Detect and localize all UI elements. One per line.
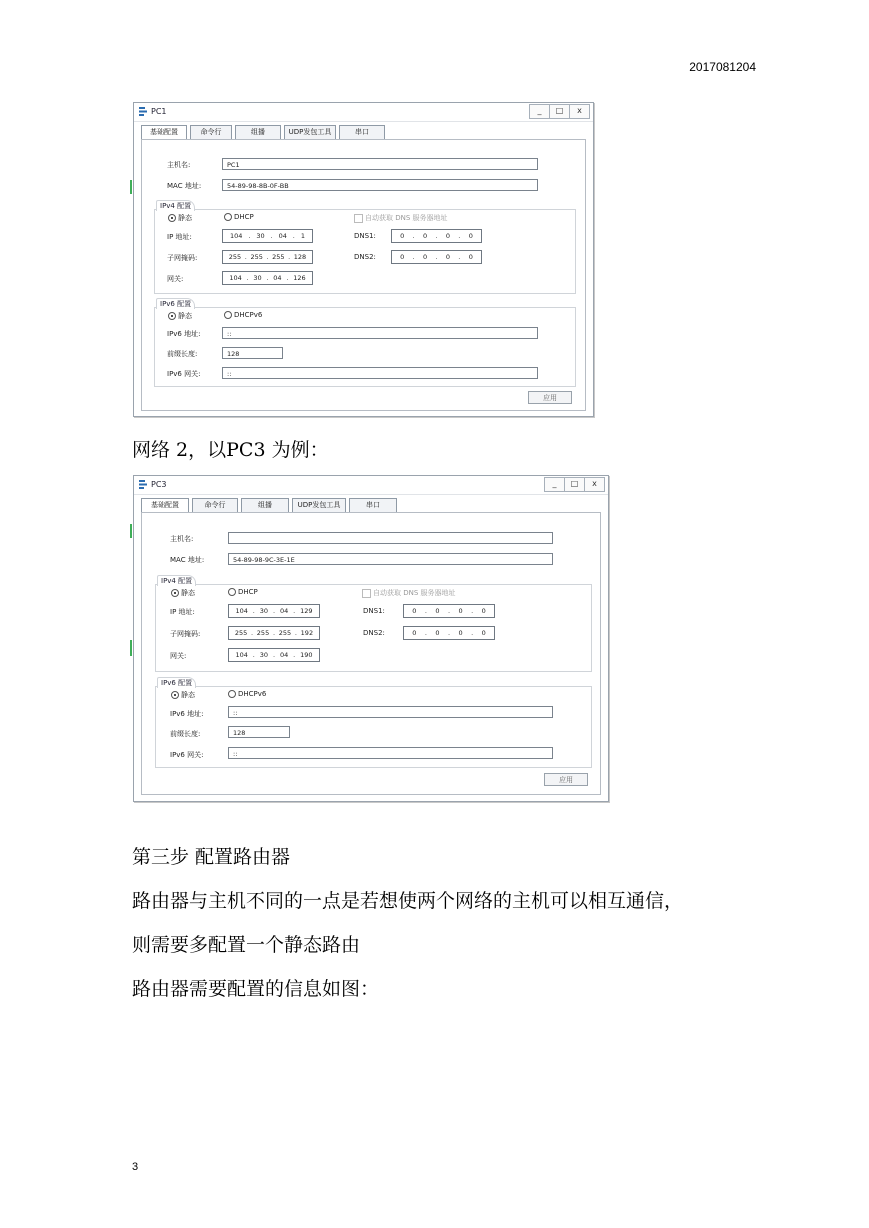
mask-input[interactable]: 255 . 255 . 255 . 192 bbox=[228, 626, 320, 640]
radio-checked-icon bbox=[171, 691, 179, 699]
green-edge-mark bbox=[130, 640, 132, 656]
ip-input[interactable]: 104 . 30 . 04 . 129 bbox=[228, 604, 320, 618]
dns2-label: DNS2: bbox=[363, 629, 385, 637]
window-title: PC1 bbox=[151, 107, 167, 116]
host-label: 主机名: bbox=[170, 535, 194, 543]
green-edge-mark bbox=[130, 180, 132, 194]
ip-label: IP 地址: bbox=[167, 233, 192, 241]
ip-input[interactable]: 104 . 30 . 04 . 1 bbox=[222, 229, 313, 243]
ipv6-gateway-input[interactable]: :: bbox=[228, 747, 553, 759]
minimize-button[interactable]: _ bbox=[544, 477, 565, 492]
tab-basic-config[interactable]: 基础配置 bbox=[141, 498, 189, 513]
ipv6-input[interactable]: :: bbox=[222, 327, 538, 339]
auto-dns-checkbox[interactable]: 自动获取 DNS 服务器地址 bbox=[362, 588, 456, 598]
gateway-input[interactable]: 104 . 30 . 04 . 190 bbox=[228, 648, 320, 662]
tab-bar bbox=[141, 498, 400, 512]
green-edge-mark bbox=[130, 524, 132, 538]
apply-button[interactable]: 应用 bbox=[528, 391, 572, 404]
radio-checked-icon bbox=[168, 214, 176, 222]
apply-button[interactable]: 应用 bbox=[544, 773, 588, 786]
gateway-input[interactable]: 104 . 30 . 04 . 126 bbox=[222, 271, 313, 285]
pc-icon bbox=[138, 106, 148, 117]
dns1-label: DNS1: bbox=[363, 607, 385, 615]
minimize-button[interactable]: _ bbox=[529, 104, 550, 119]
ipv6-gateway-label: IPv6 网关: bbox=[170, 751, 204, 759]
host-input[interactable] bbox=[228, 532, 553, 544]
body-paragraph-2: 则需要多配置一个静态路由 bbox=[132, 934, 361, 956]
ipv6-label: IPv6 地址: bbox=[170, 710, 204, 718]
document-id: 2017081204 bbox=[689, 60, 756, 74]
dhcp-radio[interactable]: DHCP bbox=[228, 588, 258, 596]
mac-label: MAC 地址: bbox=[170, 556, 205, 564]
ipv6-label: IPv6 地址: bbox=[167, 330, 201, 338]
tab-command-line[interactable]: 命令行 bbox=[192, 498, 238, 512]
mac-input[interactable]: 54-89-98-8B-0F-BB bbox=[222, 179, 538, 191]
close-button[interactable]: x bbox=[570, 104, 590, 119]
checkbox-icon bbox=[362, 589, 371, 598]
mask-label: 子网掩码: bbox=[167, 254, 198, 262]
body-paragraph-1: 路由器与主机不同的一点是若想使两个网络的主机可以相互通信， bbox=[132, 890, 684, 912]
pc3-window bbox=[133, 475, 609, 802]
window-title: PC3 bbox=[151, 480, 167, 489]
body-paragraph-3: 路由器需要配置的信息如图： bbox=[132, 978, 380, 1000]
pc3-titlebar bbox=[134, 476, 608, 495]
dns1-input[interactable]: 0 . 0 . 0 . 0 bbox=[391, 229, 482, 243]
dhcp-radio[interactable]: DHCP bbox=[224, 213, 254, 221]
prefix-label: 前缀长度: bbox=[170, 730, 201, 738]
tab-udp-tool[interactable]: UDP发包工具 bbox=[292, 498, 346, 512]
maximize-button[interactable]: □ bbox=[550, 104, 570, 119]
tab-bar bbox=[141, 125, 388, 139]
ipv4-title: IPv4 配置 bbox=[157, 575, 196, 586]
auto-dns-checkbox[interactable]: 自动获取 DNS 服务器地址 bbox=[354, 213, 448, 223]
host-input[interactable]: PC1 bbox=[222, 158, 538, 170]
tab-basic-config[interactable]: 基础配置 bbox=[141, 125, 187, 140]
close-button[interactable]: x bbox=[585, 477, 605, 492]
mask-input[interactable]: 255 . 255 . 255 . 128 bbox=[222, 250, 313, 264]
dns2-input[interactable]: 0 . 0 . 0 . 0 bbox=[391, 250, 482, 264]
ipv6-title: IPv6 配置 bbox=[157, 677, 196, 688]
dns2-label: DNS2: bbox=[354, 253, 376, 261]
tab-multicast[interactable]: 组播 bbox=[241, 498, 289, 512]
pc1-window bbox=[133, 102, 594, 417]
prefix-input[interactable]: 128 bbox=[228, 726, 290, 738]
page-number: 3 bbox=[132, 1161, 139, 1173]
gateway-label: 网关: bbox=[167, 275, 184, 283]
mac-label: MAC 地址: bbox=[167, 182, 202, 190]
radio-unchecked-icon bbox=[228, 588, 236, 596]
host-label: 主机名: bbox=[167, 161, 191, 169]
static6-radio[interactable]: 静态 bbox=[168, 311, 192, 321]
pc1-config-panel bbox=[141, 139, 586, 411]
radio-unchecked-icon bbox=[224, 311, 232, 319]
dns1-input[interactable]: 0 . 0 . 0 . 0 bbox=[403, 604, 495, 618]
radio-unchecked-icon bbox=[228, 690, 236, 698]
tab-udp-tool[interactable]: UDP发包工具 bbox=[284, 125, 336, 139]
dhcpv6-radio[interactable]: DHCPv6 bbox=[228, 690, 266, 698]
ipv6-gateway-input[interactable]: :: bbox=[222, 367, 538, 379]
pc3-config-panel bbox=[141, 512, 601, 795]
dhcpv6-radio[interactable]: DHCPv6 bbox=[224, 311, 262, 319]
step3-heading: 第三步 配置路由器 bbox=[132, 846, 291, 868]
radio-checked-icon bbox=[168, 312, 176, 320]
tab-serial[interactable]: 串口 bbox=[349, 498, 397, 512]
ipv6-title: IPv6 配置 bbox=[156, 298, 195, 309]
tab-multicast[interactable]: 组播 bbox=[235, 125, 281, 139]
radio-checked-icon bbox=[171, 589, 179, 597]
dns2-input[interactable]: 0 . 0 . 0 . 0 bbox=[403, 626, 495, 640]
ipv4-title: IPv4 配置 bbox=[156, 200, 195, 211]
prefix-label: 前缀长度: bbox=[167, 350, 198, 358]
dns1-label: DNS1: bbox=[354, 232, 376, 240]
prefix-input[interactable]: 128 bbox=[222, 347, 283, 359]
gateway-label: 网关: bbox=[170, 652, 187, 660]
static-radio[interactable]: 静态 bbox=[171, 588, 195, 598]
mask-label: 子网掩码: bbox=[170, 630, 201, 638]
radio-unchecked-icon bbox=[224, 213, 232, 221]
pc-icon bbox=[138, 479, 148, 490]
tab-command-line[interactable]: 命令行 bbox=[190, 125, 232, 139]
static6-radio[interactable]: 静态 bbox=[171, 690, 195, 700]
maximize-button[interactable]: □ bbox=[565, 477, 585, 492]
static-radio[interactable]: 静态 bbox=[168, 213, 192, 223]
checkbox-icon bbox=[354, 214, 363, 223]
ipv6-input[interactable]: :: bbox=[228, 706, 553, 718]
tab-serial[interactable]: 串口 bbox=[339, 125, 385, 139]
pc1-titlebar bbox=[134, 103, 593, 122]
ipv6-gateway-label: IPv6 网关: bbox=[167, 370, 201, 378]
ip-label: IP 地址: bbox=[170, 608, 195, 616]
mac-input[interactable]: 54-89-98-9C-3E-1E bbox=[228, 553, 553, 565]
network2-caption: 网络 2，以PC3 为例： bbox=[132, 439, 329, 461]
